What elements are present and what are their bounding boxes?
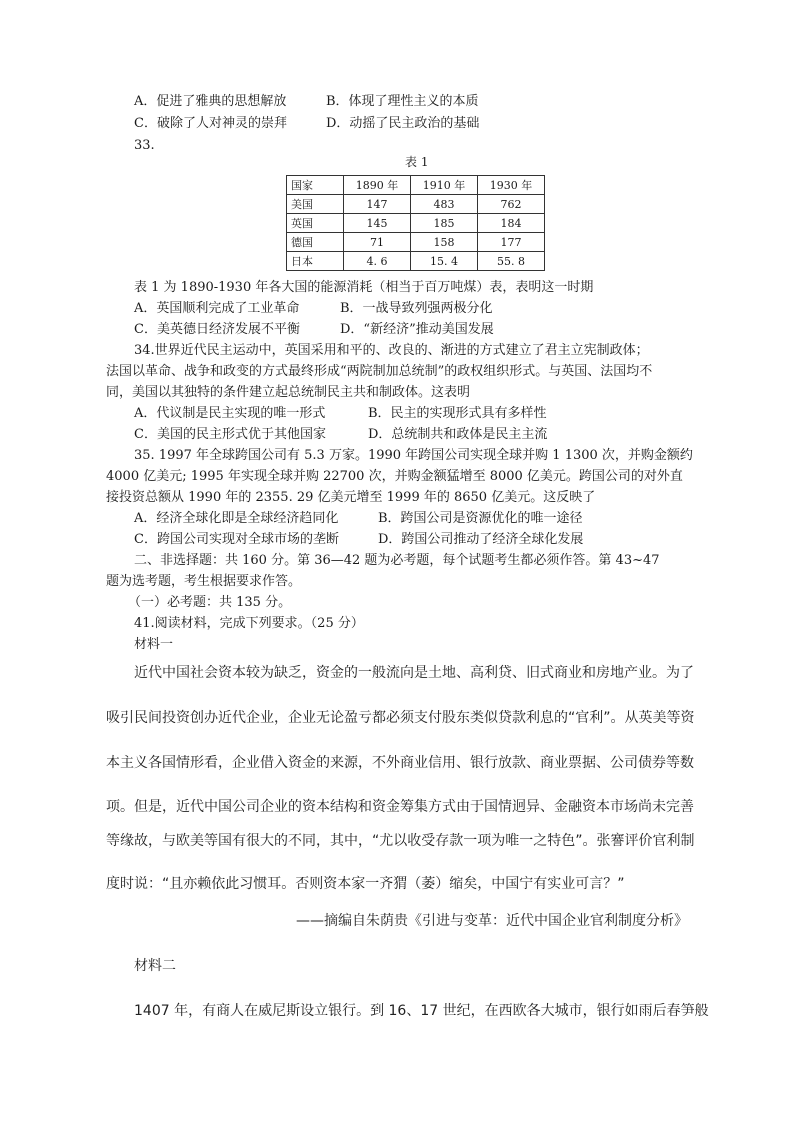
table-row	[287, 214, 545, 233]
q34-options-row1	[134, 404, 547, 424]
material-1-line: 本主义各国情形看，企业借入资金的来源，不外商业信用、银行放款、商业票据、公司债券等数	[106, 755, 694, 771]
q32-option-c: C．破除了人对神灵的崇拜	[134, 116, 287, 131]
q33-number: 33.	[134, 138, 155, 153]
q33-option-a: A．英国顺利完成了工业革命	[134, 301, 300, 316]
table-cell: 185	[411, 214, 478, 233]
table-cell: 147	[344, 195, 411, 214]
q35-options-row1	[134, 509, 583, 529]
table-cell: 英国	[287, 214, 344, 233]
table-cell: 71	[344, 233, 411, 252]
q32-option-a: A．促进了雅典的思想解放	[134, 94, 287, 109]
table-cell: 762	[478, 195, 545, 214]
q32-options-row2	[134, 114, 479, 134]
q35-option-c: C．跨国公司实现对全球市场的垄断	[134, 532, 339, 547]
q35-line-1: 35. 1997 年全球跨国公司有 5.3 万家。1990 年跨国公司实现全球并购 1 1300 次，并购金额约	[134, 448, 693, 463]
table-cell: 184	[478, 214, 545, 233]
material-1-line: 近代中国社会资本较为缺乏，资金的一般流向是土地、高利贷、旧式商业和房地产业。为了	[134, 665, 694, 681]
q32-options-row1	[134, 92, 479, 112]
table-cell: 4. 6	[344, 252, 411, 271]
q33-options-row2	[134, 320, 494, 340]
q34-option-a: A．代议制是民主实现的唯一形式	[134, 406, 326, 421]
table-cell: 美国	[287, 195, 344, 214]
q34-line-1: 34.世界近代民主运动中，英国采用和平的、改良的、渐进的方式建立了君主立宪制政体；	[134, 343, 649, 358]
q32-option-b: B．体现了理性主义的本质	[326, 94, 479, 109]
material-1-source: ——摘编自朱荫贵《引进与变革：近代中国企业官利制度分析》	[296, 913, 688, 929]
q34-option-d: D．总统制共和政体是民主主流	[368, 427, 548, 442]
material-2-line: 1407 年，有商人在威尼斯设立银行。到 16、17 世纪，在西欧各大城市，银行如雨后春笋般	[134, 1003, 709, 1019]
q33-stem: 表 1 为 1890-1930 年各大国的能源消耗（相当于百万吨煤）表，表明这一时期	[134, 280, 594, 295]
q34-option-c: C．美国的民主形式优于其他国家	[134, 427, 326, 442]
table-cell: 483	[411, 195, 478, 214]
material-1-line: 等缘故，与欧美等国有很大的不同，其中，“尤以收受存款一项为唯一之特色”。张謇评价官利制	[106, 833, 695, 849]
q35-option-d: D．跨国公司推动了经济全球化发展	[378, 532, 584, 547]
q34-line-3: 同，美国以其独特的条件建立起总统制民主共和制政体。这表明	[106, 385, 471, 400]
q34-line-2: 法国以革命、战争和政变的方式最终形成“两院制加总统制”的政权组织形式。与英国、法国均不	[106, 364, 653, 379]
material-1-line: 度时说：“且亦赖依此习惯耳。否则资本家一齐猬（萎）缩矣，中国宁有实业可言？”	[106, 876, 625, 892]
table-cell: 177	[478, 233, 545, 252]
table-cell: 15. 4	[411, 252, 478, 271]
q35-line-2: 4000 亿美元; 1995 年实现全球并购 22700 次，并购金额猛增至 8000 亿美元。跨国公司的对外直	[106, 469, 683, 484]
q33-options-row1	[134, 299, 493, 319]
material-1-line: 项。但是，近代中国公司企业的资本结构和资金筹集方式由于国情迥异、金融资本市场尚未完善	[106, 799, 694, 815]
q33-option-d: D．“新经济”推动美国发展	[340, 322, 494, 337]
q34-option-b: B．民主的实现形式具有多样性	[368, 406, 547, 421]
material-1-line: 吸引民间投资创办近代企业，企业无论盈亏都必须支付股东类似贷款利息的“官利”。从英美等资	[106, 710, 695, 726]
q35-line-3: 接投资总额从 1990 年的 2355. 29 亿美元增至 1999 年的 8650 亿美元。这反映了	[106, 490, 596, 505]
q35-option-a: A．经济全球化即是全球经济趋同化	[134, 511, 339, 526]
table-cell: 日本	[287, 252, 344, 271]
table-row	[287, 252, 545, 271]
section2-part1: （一）必考题：共 135 分。	[128, 595, 292, 610]
q41-title: 41.阅读材料，完成下列要求。（25 分）	[134, 616, 364, 631]
table-cell: 德国	[287, 233, 344, 252]
table-header-cell: 1890 年	[344, 176, 411, 195]
table-header-cell: 国家	[287, 176, 344, 195]
table-cell: 55. 8	[478, 252, 545, 271]
table-header-cell: 1910 年	[411, 176, 478, 195]
table-row	[287, 195, 545, 214]
q32-option-d: D．动摇了民主政治的基础	[326, 116, 480, 131]
table-cell: 158	[411, 233, 478, 252]
table-header-row	[287, 176, 545, 195]
q35-option-b: B．跨国公司是资源优化的唯一途径	[378, 511, 583, 526]
q33-option-c: C．美英德日经济发展不平衡	[134, 322, 300, 337]
material-2-label: 材料二	[134, 958, 176, 974]
q33-option-b: B．一战导致列强两极分化	[340, 301, 493, 316]
q35-options-row2	[134, 530, 583, 550]
section2-line-2: 题为选考题，考生根据要求作答。	[106, 574, 302, 589]
table-title: 表 1	[405, 155, 429, 169]
table-row	[287, 233, 545, 252]
table-cell: 145	[344, 214, 411, 233]
energy-consumption-table	[286, 175, 545, 271]
q34-options-row2	[134, 425, 547, 445]
material-1-label: 材料一	[134, 637, 174, 652]
table-header-cell: 1930 年	[478, 176, 545, 195]
section2-line-1: 二、非选择题：共 160 分。第 36—42 题为必考题，每个试题考生都必须作答。第 43~47	[134, 553, 660, 568]
